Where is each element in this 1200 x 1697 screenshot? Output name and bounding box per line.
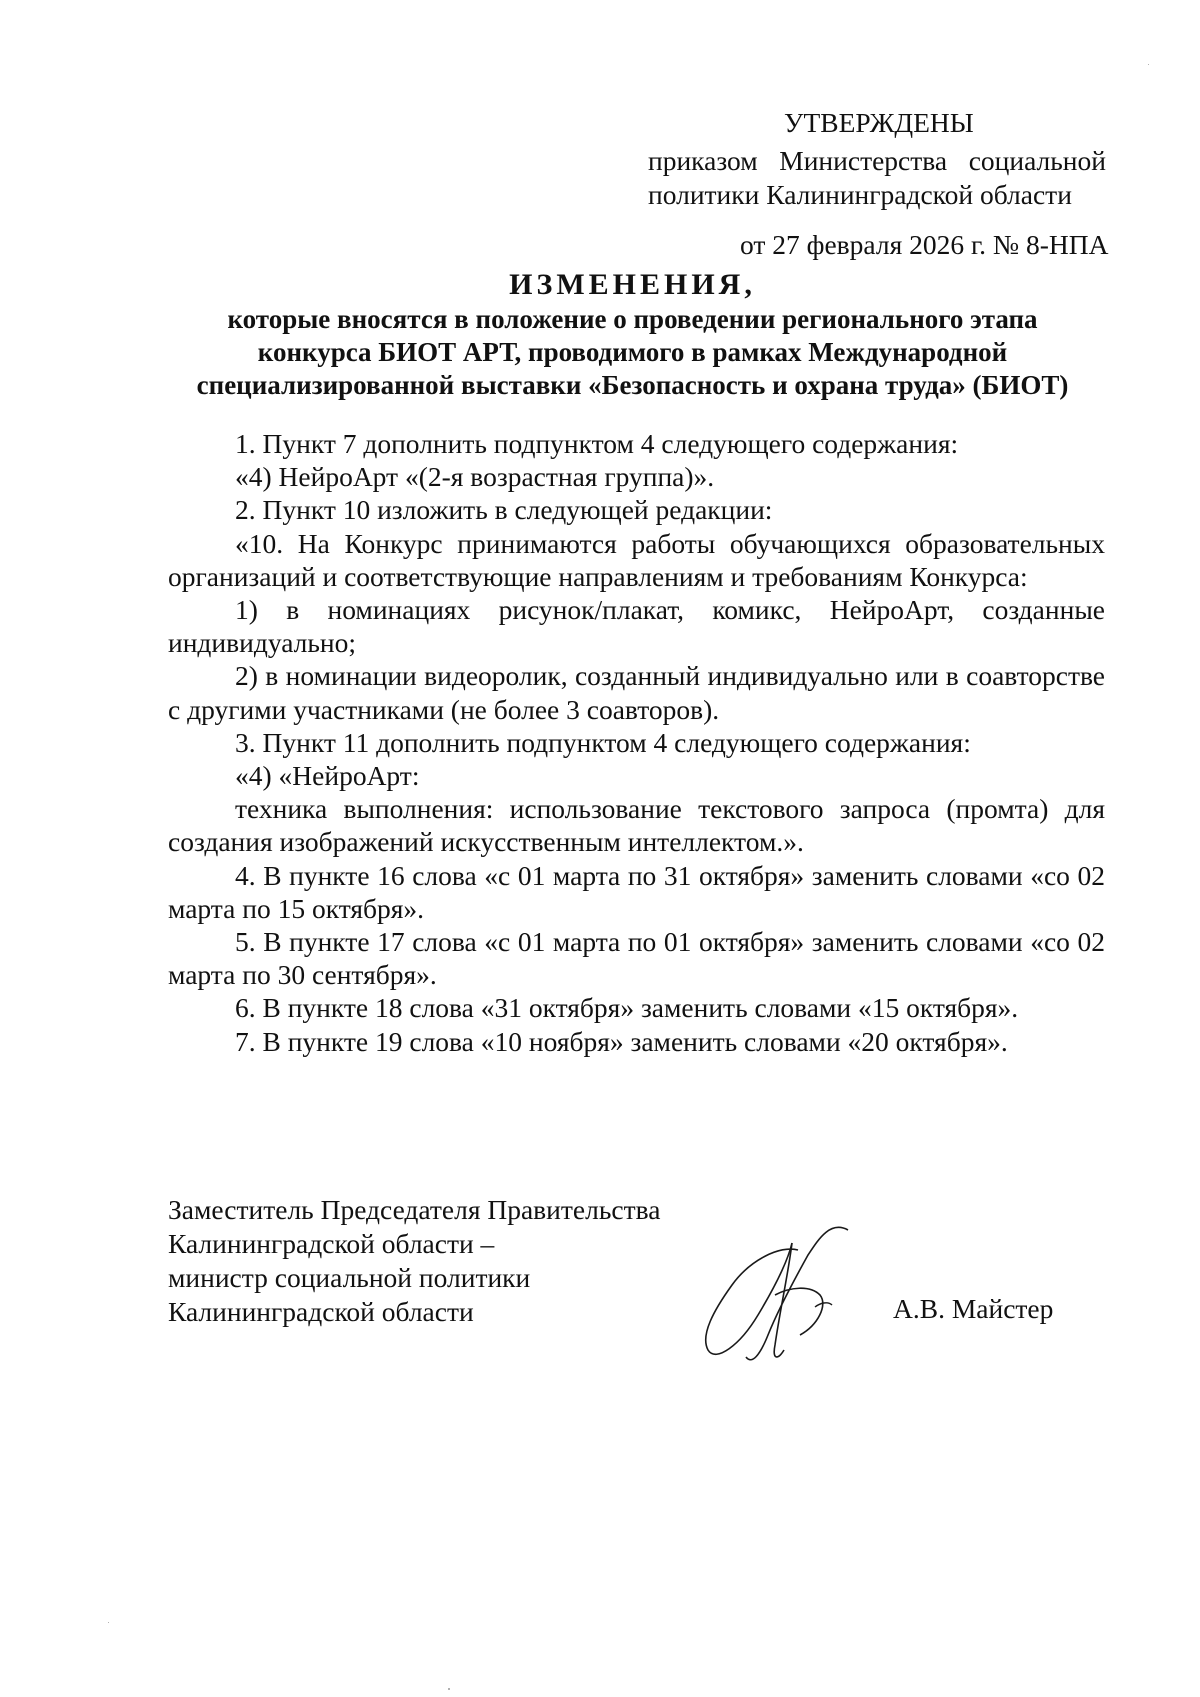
approval-word-social: социальной [968, 145, 1106, 176]
approval-date-number: от 27 февраля 2026 г. № 8-НПА [740, 229, 1109, 260]
paragraph-5: 1) в номинациях рисунок/плакат, комикс, НейроАрт, созданные индивидуально; [168, 594, 1105, 659]
title-subtitle-line-3: специализированной выставки «Безопасность и охрана труда» (БИОТ) [196, 370, 1069, 400]
paragraph-2: «4) НейроАрт «(2-я возрастная группа)». [235, 461, 715, 493]
paragraph-3: 2. Пункт 10 изложить в следующей редакции: [235, 494, 773, 526]
paragraph-12: 6. В пункте 18 слова «31 октября» заменить словами «15 октября». [235, 992, 1019, 1024]
document-title [160, 268, 1105, 402]
document-body [168, 427, 1105, 1058]
title-subtitle-line-1: которые вносятся в положение о проведении регионального этапа [227, 304, 1038, 334]
scan-speck [108, 1622, 109, 1623]
signatory-position [168, 1193, 660, 1329]
approved-title: УТВЕРЖДЕНЫ [784, 107, 974, 138]
handwritten-signature [680, 1215, 860, 1365]
approval-word-order: приказом [648, 145, 758, 176]
paragraph-11: 5. В пункте 17 слова «с 01 марта по 01 октября» заменить словами «со 02 марта по 30 сентября». [168, 926, 1105, 991]
paragraph-4: «10. На Конкурс принимаются работы обучающихся образовательных организаций и соответствующие направлениям и требованиям Конкурса: [168, 527, 1105, 592]
scan-speck [1148, 64, 1149, 65]
signatory-position-line-2: Калининградской области – [168, 1228, 495, 1259]
paragraph-1: 1. Пункт 7 дополнить подпунктом 4 следующего содержания: [235, 428, 959, 459]
signatory-position-line-4: Калининградской области [168, 1296, 474, 1327]
paragraph-9: техника выполнения: использование текстового запроса (промта) для создания изображений искусственным интеллектом.». [168, 793, 1105, 858]
paragraph-13: 7. В пункте 19 слова «10 ноября» заменить словами «20 октября». [235, 1025, 1008, 1057]
paragraph-7: 3. Пункт 11 дополнить подпунктом 4 следующего содержания: [235, 726, 971, 758]
title-subtitle-line-2: конкурса БИОТ АРТ, проводимого в рамках Международной [257, 337, 1008, 367]
paragraph-8: «4) «НейроАрт: [235, 760, 420, 792]
title-heading: ИЗМЕНЕНИЯ, [509, 268, 756, 301]
paragraph-6: 2) в номинации видеоролик, созданный индивидуально или в соавторстве с другими участниками (не более 3 соавторов). [168, 660, 1105, 725]
approval-line-1 [648, 144, 1108, 178]
scan-speck [448, 1688, 450, 1690]
approval-line-2: политики Калининградской области [648, 179, 1072, 210]
signer-name: А.В. Майстер [893, 1293, 1054, 1324]
signatory-position-line-3: министр социальной политики [168, 1262, 531, 1293]
approval-word-ministry: Министерства [779, 145, 948, 176]
paragraph-10: 4. В пункте 16 слова «с 01 марта по 31 октября» заменить словами «со 02 марта по 15 октября». [168, 859, 1105, 924]
signatory-position-line-1: Заместитель Председателя Правительства [168, 1194, 661, 1225]
